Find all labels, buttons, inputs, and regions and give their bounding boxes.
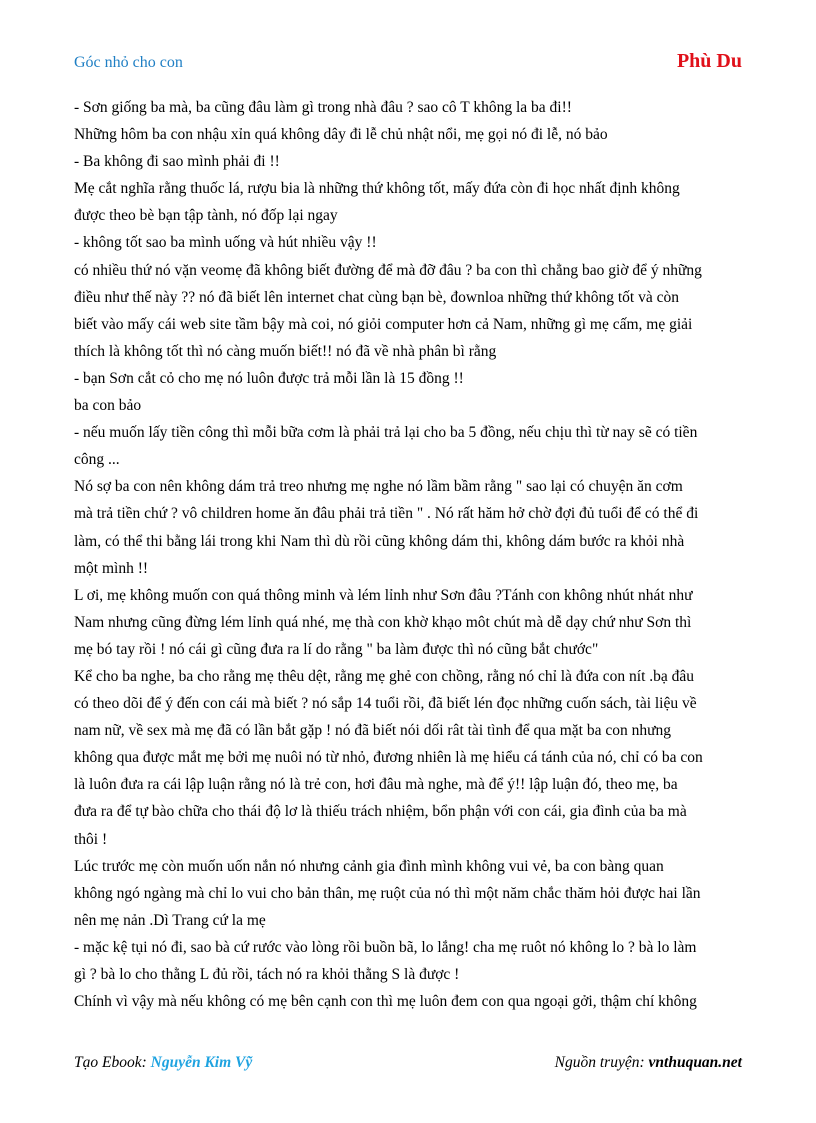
text-line: điều như thế này ?? nó đã biết lên internet chat cùng bạn bè, đownloa những thứ không tốt và còn [74, 288, 679, 306]
text-line: - Ba không đi sao mình phải đi !! [74, 153, 280, 171]
text-line: - nếu muốn lấy tiền công thì mỗi bữa cơm là phải trả lại cho ba 5 đồng, nếu chịu thì từ nay sẽ có tiền [74, 424, 698, 442]
text-line: làm, có thể thi bằng lái trong khi Nam thì dù rồi cũng không dám thi, không dám bước ra khỏi nhà [74, 532, 685, 550]
text-line: thích là không tốt thì nó càng muốn biết!! nó đã về nhà phân bì rằng [74, 342, 497, 360]
text-line: không qua được mắt mẹ bởi mẹ nuôi nó từ nhỏ, đương nhiên là mẹ hiểu cá tánh của nó, chỉ có ba con [74, 749, 703, 767]
ebook-credit-separator: : [141, 1054, 151, 1071]
text-line: Nó sợ ba con nên không dám trả treo nhưng mẹ nghe nó lầm bầm rằng " sao lại có chuyện ăn cơm [74, 478, 683, 496]
text-line: gì ? bà lo cho thằng L đủ rồi, tách nó ra khỏi thằng S là được ! [74, 966, 460, 983]
text-line: mẹ bó tay rồi ! nó cái gì cũng đưa ra lí do rằng " ba làm được thì nó cũng bắt chước" [74, 640, 599, 658]
text-line: ba con bảo [74, 397, 142, 415]
text-line: Chính vì vậy mà nếu không có mẹ bên cạnh con thì mẹ luôn đem con qua ngoại gởi, thậm chí không [74, 993, 697, 1011]
story-source-site: vnthuquan.net [648, 1054, 742, 1071]
text-line: biết vào mấy cái web site tầm bậy mà coi, nó giỏi computer hơn cả Nam, những gì mẹ cấm, mẹ giải [74, 315, 693, 333]
text-line: Kể cho ba nghe, ba cho rằng mẹ thêu dệt, rằng mẹ ghẻ con chồng, rằng nó chỉ là đứa con nít .bạ đâu [74, 667, 695, 685]
ebook-credit [74, 1054, 252, 1072]
text-line: được theo bè bạn tập tành, nó đốp lại ngay [74, 207, 338, 225]
text-line: đưa ra để tự bào chữa cho thái độ lơ là thiếu trách nhiệm, bổn phận với con cái, gia đình của ba mà [74, 803, 687, 821]
story-source [555, 1054, 742, 1072]
text-line: Những hôm ba con nhậu xỉn quá không dây đi lễ chủ nhật nổi, mẹ gọi nó đi lễ, nó bảo [74, 126, 608, 144]
text-line: nên mẹ nản .Dì Trang cứ la mẹ [74, 911, 266, 929]
story-source-label: Nguồn truyện [554, 1054, 640, 1071]
text-line: - không tốt sao ba mình uống và hút nhiều vậy !! [74, 234, 377, 252]
page-header [74, 50, 742, 76]
text-line: là luôn đưa ra cái lập luận rằng nó là trẻ con, hơi đâu mà nghe, mà để ý!! lập luận đó, theo mẹ, ba [74, 776, 678, 794]
body-text [74, 94, 746, 1015]
story-source-separator: : [639, 1054, 649, 1071]
text-line: L ơi, mẹ không muốn con quá thông minh và lém lỉnh như Sơn đâu ?Tánh con không nhút nhát như [74, 586, 693, 604]
book-title: Góc nhỏ cho con [74, 54, 183, 71]
text-line: nam nữ, về sex mà mẹ đã có lần bắt gặp ! nó đã biết nói dối rât tài tình để qua mặt ba con nhưng [74, 722, 672, 740]
text-line: có nhiều thứ nó vặn veomẹ đã không biết đường để mà đỡ đâu ? ba con thì chẳng bao giờ để ý những [74, 261, 702, 279]
text-line: mà trả tiền chứ ? vô children home ăn đâu phải trả tiền " . Nó rất hăm hở chờ đợi đủ tuổi để có thể đi [74, 505, 699, 523]
text-line: - mặc kệ tụi nó đi, sao bà cứ rước vào lòng rồi buồn bã, lo lắng! cha mẹ ruôt nó không lo ? bà lo làm [74, 938, 697, 956]
text-line: công ... [74, 451, 120, 469]
text-line: - bạn Sơn cắt cỏ cho mẹ nó luôn được trả mỗi lần là 15 đồng !! [74, 369, 464, 387]
text-line: có theo dõi để ý đến con cái mà biết ? nó sắp 14 tuổi rồi, đã biết lén đọc những cuốn sách, tài liệu về [74, 695, 697, 713]
text-line: Lúc trước mẹ còn muốn uốn nắn nó nhưng cảnh gia đình mình không vui vẻ, ba con bàng quan [74, 857, 664, 875]
ebook-creator-name: Nguyễn Kim Vỹ [150, 1054, 253, 1071]
text-line: - Sơn giống ba mà, ba cũng đâu làm gì trong nhà đâu ? sao cô T không la ba đi!! [74, 99, 572, 116]
author-name: Phù Du [676, 50, 742, 72]
text-line: không ngó ngàng mà chỉ lo vui cho bản thân, mẹ ruột của nó thì một năm chắc thăm hỏi được hai lần [74, 884, 701, 902]
text-line: thôi ! [74, 830, 108, 848]
text-line: một mình !! [74, 559, 149, 577]
ebook-credit-label: Tạo Ebook [74, 1054, 142, 1071]
text-line: Mẹ cắt nghĩa rằng thuốc lá, rượu bia là những thứ không tốt, mấy đứa còn đi học nhất định không [74, 180, 680, 198]
text-line: Nam nhưng cũng đừng lém lỉnh quá nhé, mẹ thà con khờ khạo môt chút mà dễ dạy chứ như Sơn thì [74, 613, 692, 631]
page-footer [74, 1054, 742, 1078]
